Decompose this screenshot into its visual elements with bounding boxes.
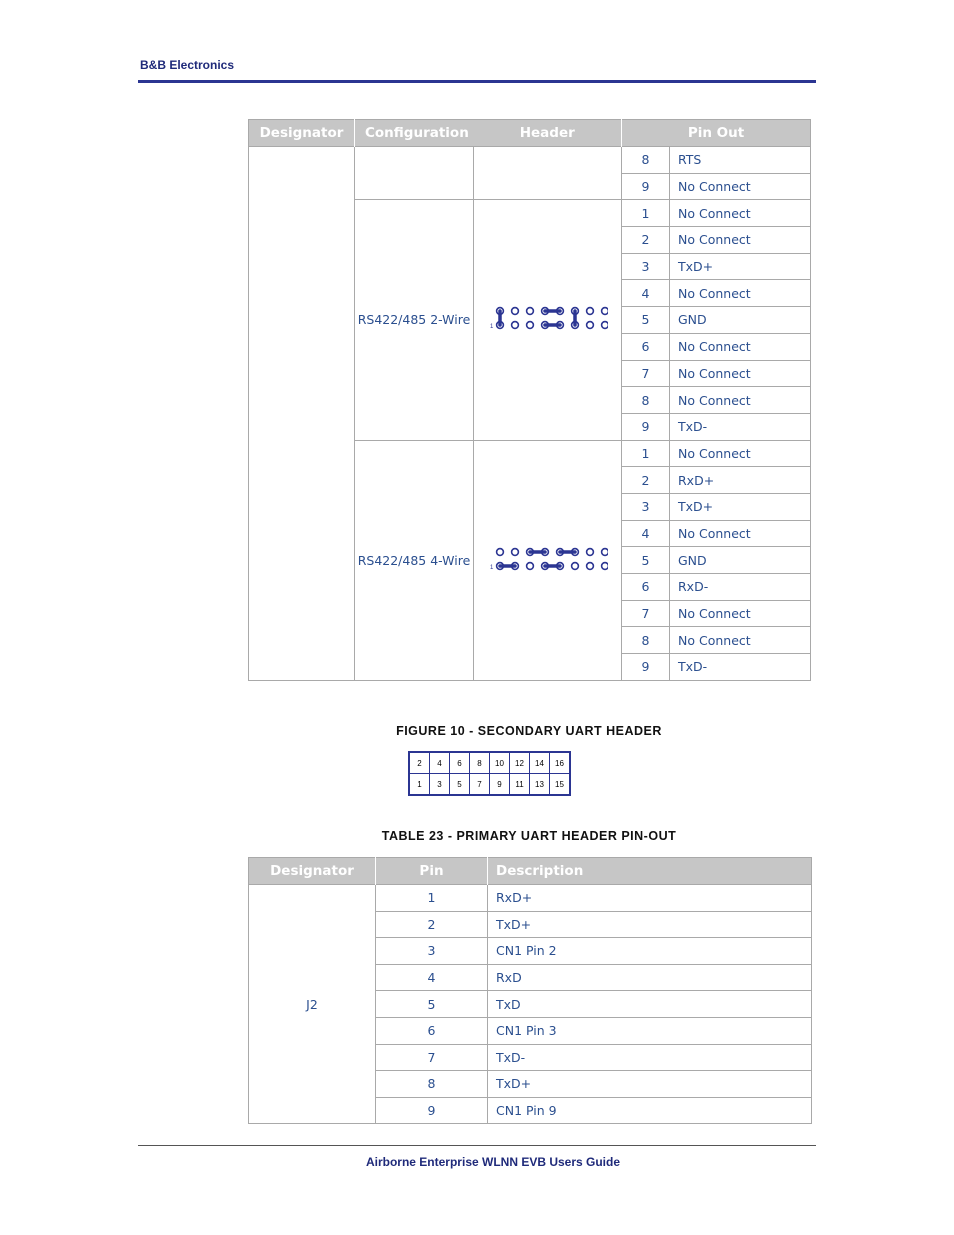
pin-signal: No Connect: [670, 173, 811, 200]
pin-signal: GND: [670, 547, 811, 574]
pin-signal: RxD-: [670, 574, 811, 601]
col-pin-out: Pin Out: [622, 120, 811, 147]
pin-description: CN1 Pin 9: [488, 1097, 812, 1124]
pin-number: 6: [622, 333, 670, 360]
pin-number: 9: [622, 173, 670, 200]
pin-signal: TxD-: [670, 654, 811, 681]
pin-number: 5: [376, 991, 488, 1018]
jumper-pin1-label: 1: [489, 564, 493, 571]
pin-number: 4: [376, 964, 488, 991]
uart-config-table: [248, 119, 811, 681]
pin-description: TxD: [488, 991, 812, 1018]
pin-number: 3: [622, 493, 670, 520]
config-4-wire: RS422/485 4-Wire: [355, 440, 474, 680]
table-row: [249, 885, 812, 912]
company-name: B&B Electronics: [140, 58, 235, 72]
col-description: Description: [488, 858, 812, 885]
header-pin: 4: [430, 752, 450, 774]
pin-signal: No Connect: [670, 600, 811, 627]
pin-number: 6: [622, 574, 670, 601]
jumper-diagram-4-wire: [474, 440, 622, 680]
header-pin: 1: [409, 774, 430, 796]
pin-number: 2: [376, 911, 488, 938]
pin-number: 7: [622, 360, 670, 387]
footer-rule: [138, 1145, 816, 1146]
col-pin: Pin: [376, 858, 488, 885]
header-pin: 16: [550, 752, 571, 774]
table-header-row: [249, 120, 811, 147]
pin-signal: No Connect: [670, 280, 811, 307]
header-rule: [138, 80, 816, 83]
designator-j2: J2: [249, 885, 376, 1124]
pin-number: 8: [622, 147, 670, 174]
col-designator: Designator: [249, 858, 376, 885]
config-cell-empty: [355, 147, 474, 200]
pin-signal: RxD+: [670, 467, 811, 494]
header-pin: 6: [450, 752, 470, 774]
pin-number: 3: [376, 938, 488, 965]
pin-signal: No Connect: [670, 440, 811, 467]
col-header: Header: [474, 120, 622, 147]
header-pin: 3: [430, 774, 450, 796]
jumper-4-wire-icon: [488, 544, 608, 574]
header-pin: 7: [470, 774, 490, 796]
pin-number: 3: [622, 253, 670, 280]
pin-description: TxD-: [488, 1044, 812, 1071]
header-pin: 10: [490, 752, 510, 774]
pin-signal: No Connect: [670, 360, 811, 387]
table-23-caption: TABLE 23 - PRIMARY UART HEADER PIN-OUT: [381, 829, 677, 843]
pin-description: CN1 Pin 2: [488, 938, 812, 965]
pin-number: 4: [622, 280, 670, 307]
pin-signal: No Connect: [670, 520, 811, 547]
header-pin: 9: [490, 774, 510, 796]
pin-description: CN1 Pin 3: [488, 1017, 812, 1044]
header-pin: 8: [470, 752, 490, 774]
pin-signal: No Connect: [670, 227, 811, 254]
header-pin: 14: [530, 752, 550, 774]
pin-description: TxD+: [488, 911, 812, 938]
pin-number: 7: [376, 1044, 488, 1071]
header-pin: 5: [450, 774, 470, 796]
figure-10-caption: FIGURE 10 - SECONDARY UART HEADER: [396, 724, 662, 738]
pin-signal: TxD-: [670, 413, 811, 440]
pin-number: 2: [622, 227, 670, 254]
table-header-row: [249, 858, 812, 885]
pin-number: 6: [376, 1017, 488, 1044]
pin-description: RxD: [488, 964, 812, 991]
pin-number: 1: [622, 200, 670, 227]
pin-signal: No Connect: [670, 387, 811, 414]
designator-cell: [249, 147, 355, 681]
pin-number: 1: [622, 440, 670, 467]
pin-signal: RTS: [670, 147, 811, 174]
pin-description: RxD+: [488, 885, 812, 912]
jumper-diagram-2-wire: [474, 200, 622, 440]
pin-signal: No Connect: [670, 333, 811, 360]
primary-uart-pinout-table: [248, 857, 812, 1124]
table-row: [249, 147, 811, 174]
pin-signal: No Connect: [670, 200, 811, 227]
config-2-wire: RS422/485 2-Wire: [355, 200, 474, 440]
pin-signal: TxD+: [670, 253, 811, 280]
header-pin: 13: [530, 774, 550, 796]
secondary-uart-header-grid: [408, 751, 571, 796]
pin-number: 2: [622, 467, 670, 494]
pin-number: 9: [376, 1097, 488, 1124]
document-title-footer: Airborne Enterprise WLNN EVB Users Guide: [365, 1155, 621, 1169]
pin-description: TxD+: [488, 1071, 812, 1098]
pin-number: 1: [376, 885, 488, 912]
pin-signal: GND: [670, 307, 811, 334]
pin-number: 4: [622, 520, 670, 547]
header-bottom-row: [409, 774, 570, 796]
pin-number: 7: [622, 600, 670, 627]
header-pin: 12: [510, 752, 530, 774]
pin-number: 8: [622, 627, 670, 654]
pin-number: 5: [622, 547, 670, 574]
pin-number: 9: [622, 413, 670, 440]
header-pin: 15: [550, 774, 571, 796]
jumper-2-wire-icon: [488, 303, 608, 333]
header-pin: 11: [510, 774, 530, 796]
header-pin: 2: [409, 752, 430, 774]
pin-number: 8: [622, 387, 670, 414]
pin-number: 5: [622, 307, 670, 334]
pin-number: 9: [622, 654, 670, 681]
pin-number: 8: [376, 1071, 488, 1098]
pin-signal: TxD+: [670, 493, 811, 520]
header-top-row: [409, 752, 570, 774]
col-designator: Designator: [249, 120, 355, 147]
col-configuration: Configuration: [355, 120, 474, 147]
pin-signal: No Connect: [670, 627, 811, 654]
header-cell-empty: [474, 147, 622, 200]
jumper-pin1-label: 1: [489, 324, 493, 331]
